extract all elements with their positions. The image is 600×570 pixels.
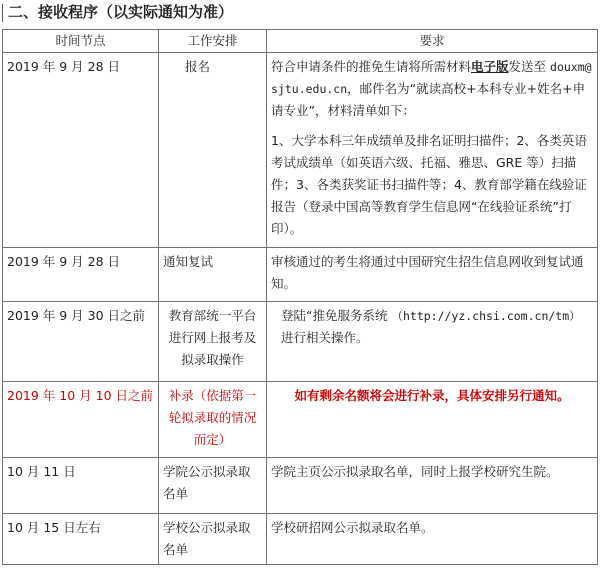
req-text: 进行相关操作。 [281, 330, 369, 345]
row-time: 10 月 15 日左右 [3, 514, 159, 565]
material-list: 1、大学本科三年成绩单及排名证明扫描件；2、各类英语考试成绩单（如英语六级、托福、雅思、GRE 等）扫描件；3、各类获奖证书扫描件等；4、教育部学籍在线验证报告（登录中国高等教育学生信息网“在线验证系统”打印）。 [271, 133, 587, 236]
header-work: 工作安排 [159, 30, 267, 53]
row-time: 2019 年 10 月 10 日之前 [3, 382, 159, 458]
header-time: 时间节点 [3, 30, 159, 53]
row-requirement: 学院主页公示拟录取名单，同时上报学校研究生院。 [267, 458, 598, 514]
table-row [3, 302, 598, 382]
table-row [3, 382, 598, 458]
table-row [3, 53, 598, 248]
req-text: 登陆“推免服务系统 [281, 308, 388, 323]
req-text: 符合申请条件的推免生请将所需材料 [271, 59, 472, 74]
table-row [3, 248, 598, 302]
section-heading-text: 二、接收程序（以实际通知为准） [8, 3, 234, 21]
row-work: 报名 [159, 53, 267, 248]
row-work: 补录（依据第一轮拟录取的情况而定） [159, 382, 267, 458]
header-requirement: 要求 [267, 30, 598, 53]
table-row [3, 514, 598, 565]
table-header-row [3, 30, 598, 53]
heading-divider [2, 4, 3, 22]
row-requirement [267, 53, 598, 248]
row-work: 学院公示拟录取名单 [159, 458, 267, 514]
email-address: douxm@sjtu.edu.cn [271, 60, 592, 96]
row-requirement: 审核通过的考生将通过中国研究生招生信息网收到复试通知。 [267, 248, 598, 302]
row-work: 教育部统一平台进行网上报考及拟录取操作 [159, 302, 267, 382]
req-emphasis: 电子版 [471, 59, 509, 74]
system-url: （http://yz.chsi.com.cn/tm） [391, 309, 581, 323]
row-requirement: 学校研招网公示拟录取名单。 [267, 514, 598, 565]
row-work: 学校公示拟录取名单 [159, 514, 267, 565]
row-time: 2019 年 9 月 30 日之前 [3, 302, 159, 382]
row-work: 通知复试 [159, 248, 267, 302]
section-heading [0, 0, 600, 26]
row-requirement [267, 302, 598, 382]
req-text: 发送至 [508, 59, 547, 74]
row-time: 10 月 11 日 [3, 458, 159, 514]
row-requirement: 如有剩余名额将会进行补录，具体安排另行通知。 [267, 382, 598, 458]
schedule-table [2, 29, 598, 565]
row-time: 2019 年 9 月 28 日 [3, 53, 159, 248]
req-text: ，邮件名为“就读高校+本科专业+姓名+申请专业”，材料清单如下： [271, 81, 586, 118]
table-row [3, 458, 598, 514]
row-time: 2019 年 9 月 28 日 [3, 248, 159, 302]
